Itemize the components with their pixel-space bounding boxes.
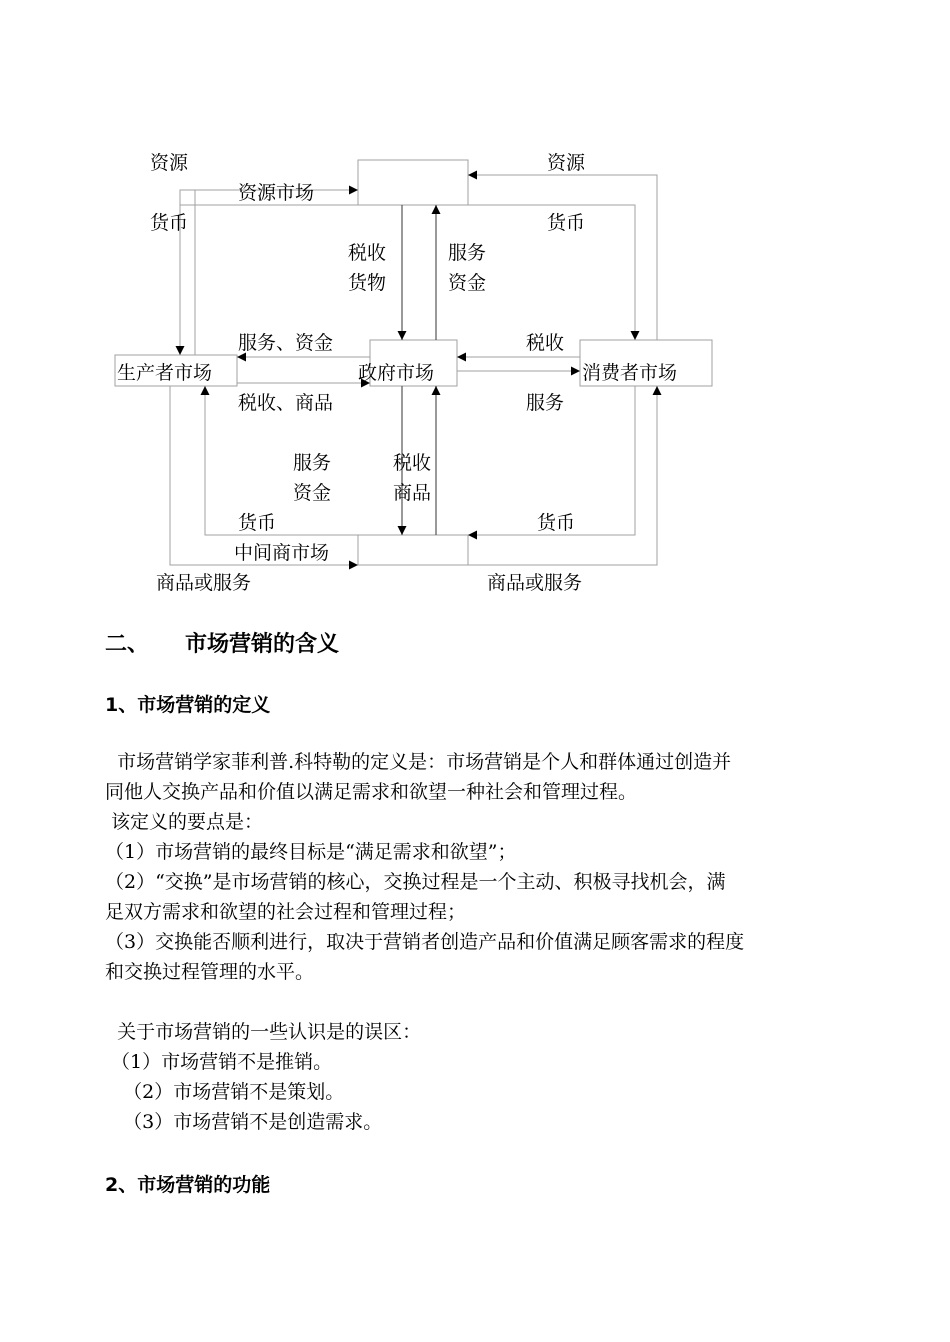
point-1: （1）市场营销的最终目标是“满足需求和欲望”； xyxy=(105,841,517,863)
points-intro: 该定义的要点是： xyxy=(105,811,264,833)
label-tax-goods-bottom: 税收、商品 xyxy=(238,392,334,414)
label-service-lower-2: 资金 xyxy=(293,482,332,504)
label-tax-lower-1: 税收 xyxy=(393,452,432,474)
point-3-line-2: 和交换过程管理的水平。 xyxy=(105,961,315,983)
label-tax-goods-2: 货物 xyxy=(348,272,387,294)
subsection-2-title: 2、市场营销的功能 xyxy=(105,1174,271,1196)
label-goods-services-left: 商品或服务 xyxy=(156,572,252,594)
section-heading xyxy=(105,627,339,658)
misconception-1: （1）市场营销不是推销。 xyxy=(105,1051,333,1073)
definition-line-1: 市场营销学家菲利普.科特勒的定义是：市场营销是个人和群体通过创造并 xyxy=(105,751,732,773)
point-2-line-2: 足双方需求和欲望的社会过程和管理过程； xyxy=(105,901,467,923)
misconception-3: （3）市场营销不是创造需求。 xyxy=(105,1111,383,1133)
label-tax-lower-2: 商品 xyxy=(393,482,432,504)
flow-money-to-resource xyxy=(180,190,358,355)
section-title: 市场营销的含义 xyxy=(185,632,340,657)
point-3-line-1: （3）交换能否顺利进行，取决于营销者创造产品和价值满足顾客需求的程度 xyxy=(105,931,745,953)
label-tax-right: 税收 xyxy=(526,332,565,354)
label-service-funds-2: 资金 xyxy=(448,272,487,294)
label-resources-left: 资源 xyxy=(150,152,189,174)
label-goods-services-right: 商品或服务 xyxy=(487,572,583,594)
label-money-lower-left: 货币 xyxy=(238,512,277,534)
point-2-line-1: （2）“交换”是市场营销的核心，交换过程是一个主动、积极寻找机会，满 xyxy=(105,871,726,893)
subsection-1-title: 1、市场营销的定义 xyxy=(105,694,271,716)
definition-line-2: 同他人交换产品和价值以满足需求和欲望一种社会和管理过程。 xyxy=(105,781,638,803)
section-number: 二、 xyxy=(105,632,150,657)
consumer-market-label: 消费者市场 xyxy=(582,362,678,384)
label-service-lower-1: 服务 xyxy=(293,452,332,474)
producer-market-label: 生产者市场 xyxy=(117,362,213,384)
label-money-right: 货币 xyxy=(547,212,586,234)
intermediary-market-box xyxy=(358,535,468,565)
resource-market-label: 资源市场 xyxy=(238,182,315,204)
misconception-2: （2）市场营销不是策划。 xyxy=(105,1081,345,1103)
label-service-funds-top: 服务、资金 xyxy=(238,332,334,354)
resource-market-box xyxy=(358,160,468,205)
government-market-label: 政府市场 xyxy=(358,362,435,384)
label-money-lower-right: 货币 xyxy=(537,512,576,534)
flow-consumer-to-resource xyxy=(468,175,657,340)
intermediary-market-label: 中间商市场 xyxy=(234,542,330,564)
label-service-right: 服务 xyxy=(526,392,565,414)
market-flow-diagram xyxy=(0,0,950,610)
label-tax-goods-1: 税收 xyxy=(348,242,387,264)
label-money-left: 货币 xyxy=(150,212,189,234)
label-service-funds-1: 服务 xyxy=(448,242,487,264)
label-resources-right: 资源 xyxy=(547,152,586,174)
misconceptions-intro: 关于市场营销的一些认识是的误区： xyxy=(105,1021,422,1043)
